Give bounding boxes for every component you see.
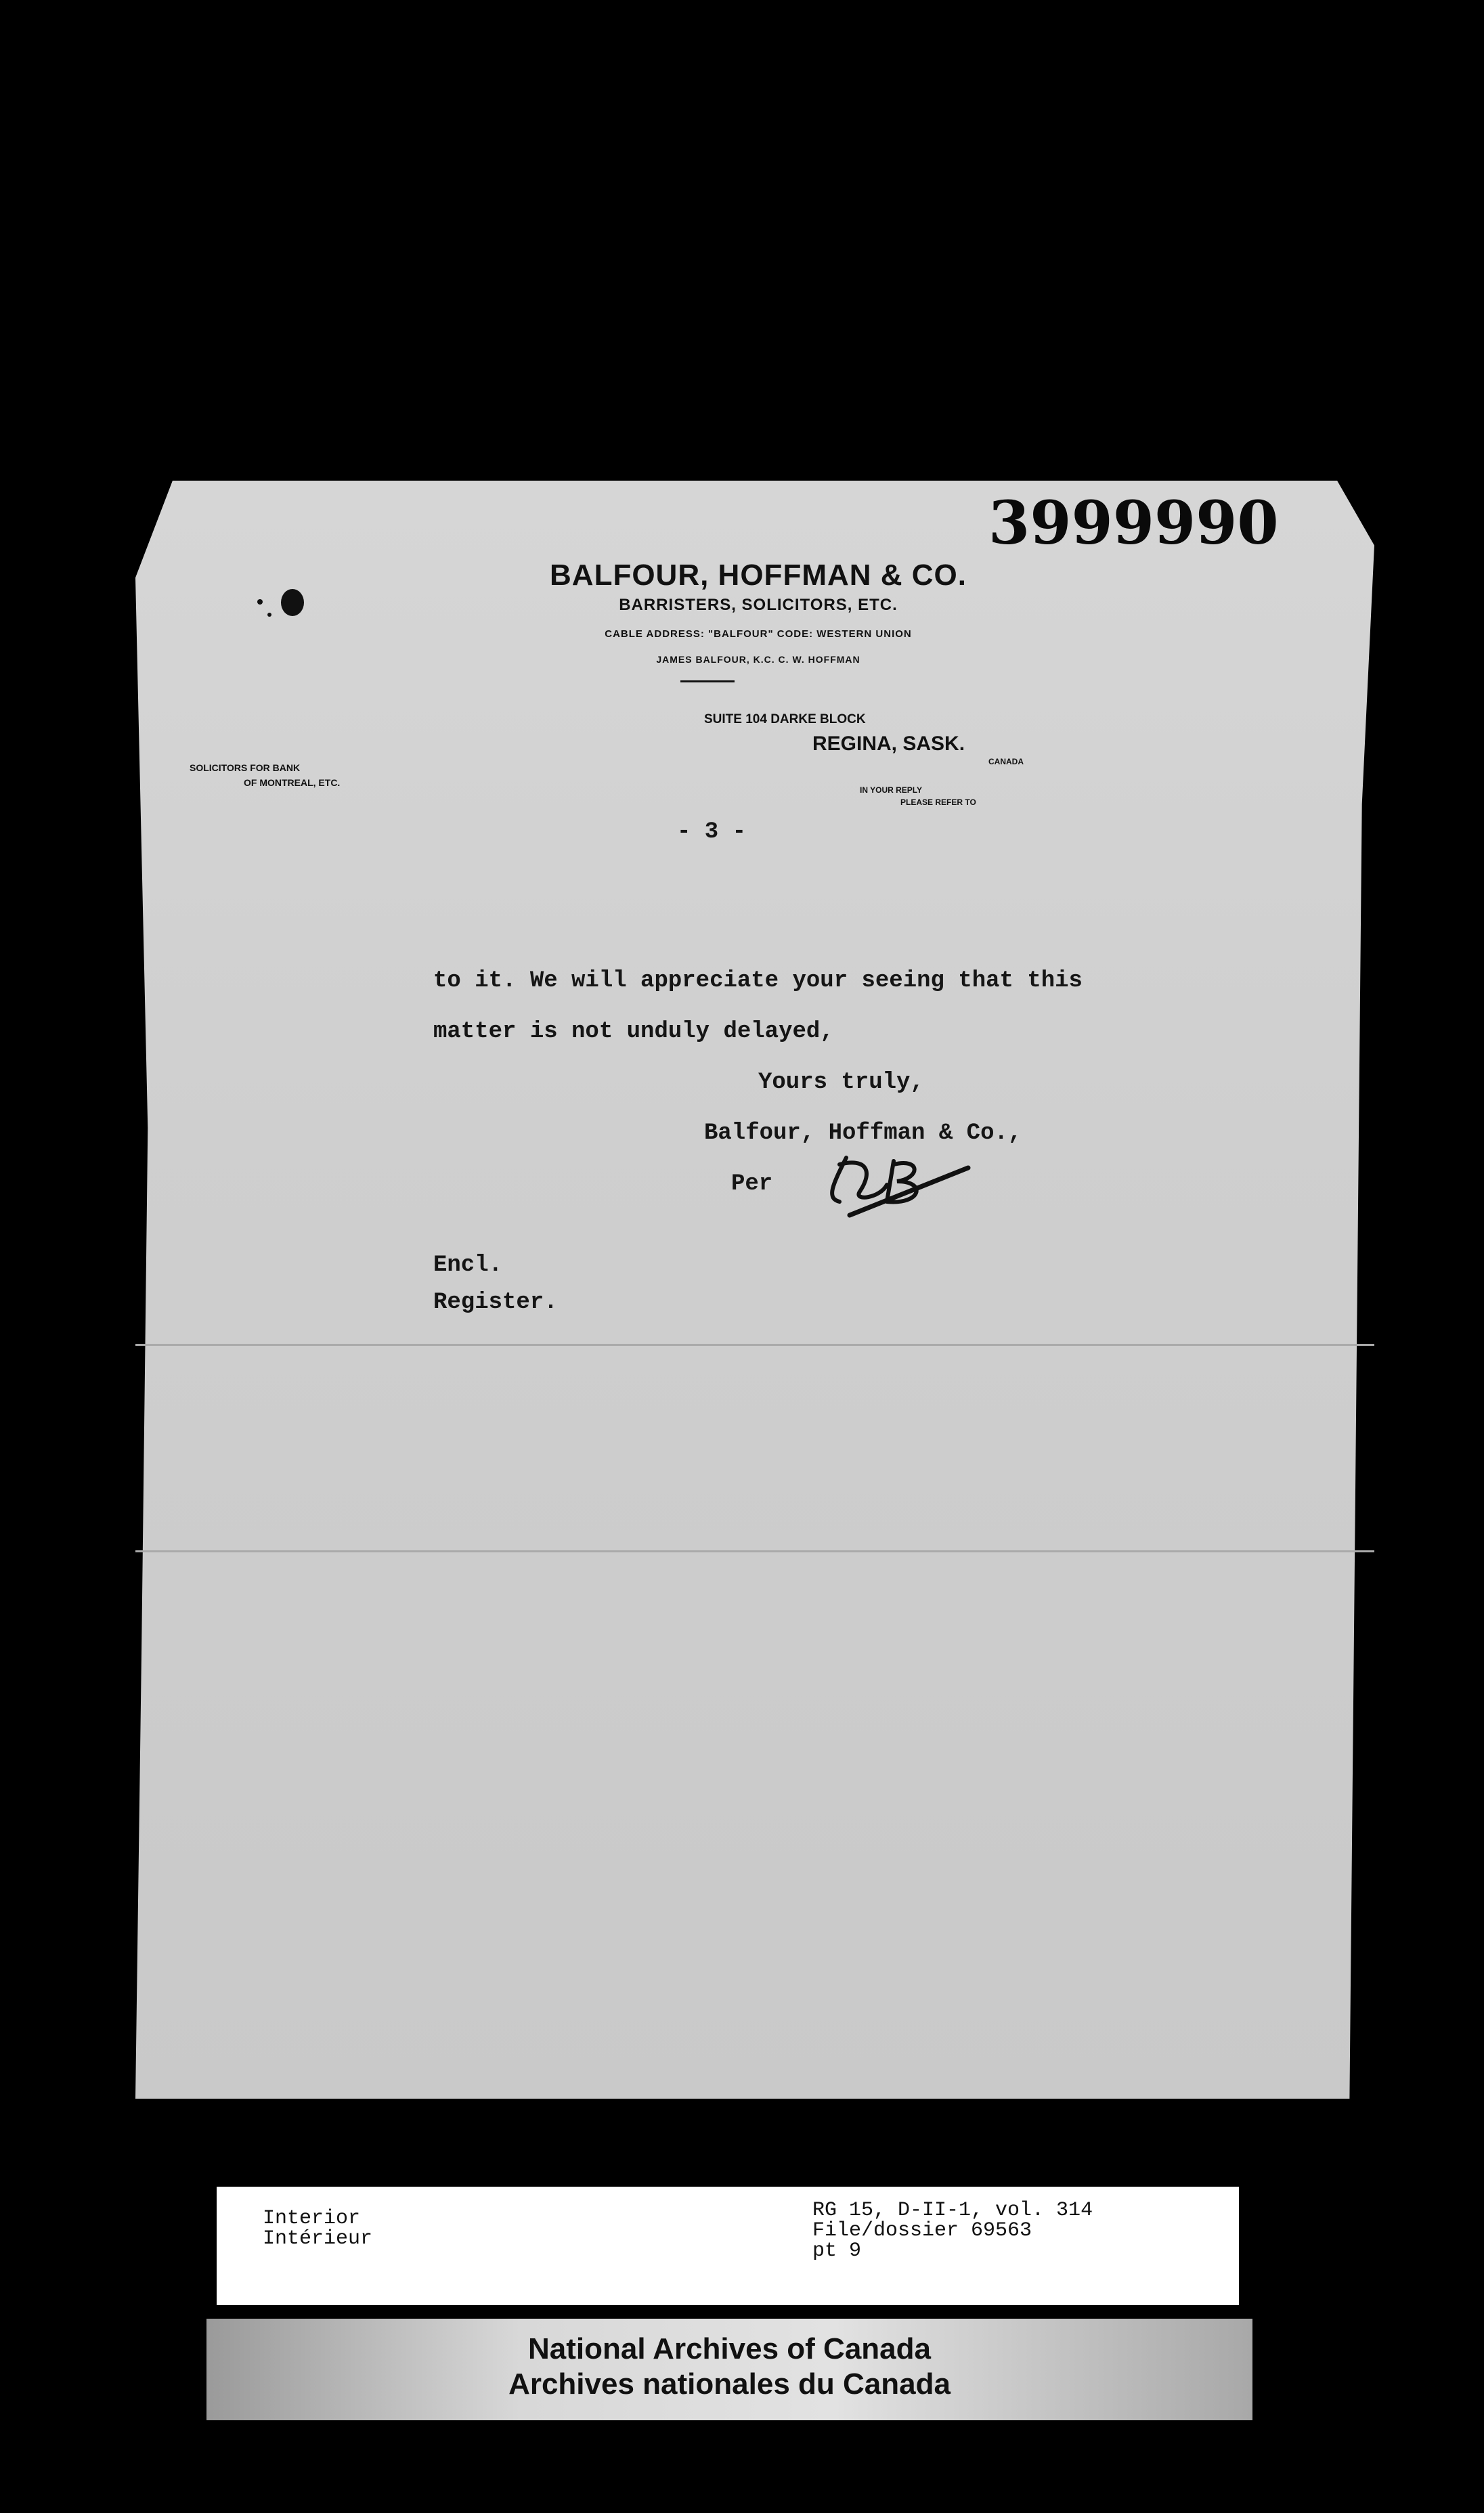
- ink-speck: [257, 599, 263, 605]
- body-line: matter is not unduly delayed,: [433, 1019, 834, 1045]
- reply-note-line2: PLEASE REFER TO: [900, 797, 976, 807]
- signature-firm: Balfour, Hoffman & Co.,: [704, 1120, 1022, 1146]
- country: CANADA: [988, 757, 1024, 766]
- handwritten-signature: [819, 1144, 975, 1219]
- ink-speck: [267, 613, 271, 617]
- page-number: - 3 -: [677, 819, 747, 845]
- solicitors-note-line2: OF MONTREAL, ETC.: [244, 777, 341, 788]
- reference-line1: RG 15, D-II-1, vol. 314: [812, 2199, 1093, 2222]
- fold-line-upper: [135, 1344, 1374, 1346]
- suite-address: SUITE 104 DARKE BLOCK: [704, 712, 866, 726]
- fold-line-lower: [135, 1550, 1374, 1552]
- archive-name-fr: Archives nationales du Canada: [508, 2367, 951, 2401]
- cable-address: CABLE ADDRESS: "BALFOUR" CODE: WESTERN UNION: [605, 628, 912, 640]
- archive-name-en: National Archives of Canada: [528, 2332, 931, 2365]
- reply-note-line1: IN YOUR REPLY: [860, 785, 923, 795]
- department-fr: Intérieur: [263, 2227, 373, 2250]
- ink-blot: [281, 589, 304, 616]
- department-en: Interior: [263, 2207, 361, 2230]
- reference-line2: File/dossier 69563: [812, 2219, 1032, 2242]
- firm-name: BALFOUR, HOFFMAN & CO.: [550, 559, 967, 592]
- firm-subtitle: BARRISTERS, SOLICITORS, ETC.: [619, 596, 898, 614]
- reference-line3: pt 9: [812, 2239, 862, 2263]
- solicitors-note-line1: SOLICITORS FOR BANK: [190, 762, 301, 773]
- archive-reference-label: [217, 2187, 1239, 2305]
- document-stamp-number: 3999990: [988, 487, 1279, 558]
- enclosure-note: Encl.: [433, 1252, 503, 1278]
- letterhead-rule: [680, 680, 735, 682]
- archive-footer: [206, 2319, 1252, 2420]
- body-line: to it. We will appreciate your seeing that this: [433, 968, 1083, 994]
- per-label: Per: [731, 1171, 773, 1197]
- city-address: REGINA, SASK.: [812, 733, 965, 755]
- closing: Yours truly,: [758, 1070, 924, 1095]
- partners-line: JAMES BALFOUR, K.C. C. W. HOFFMAN: [656, 654, 860, 665]
- register-note: Register.: [433, 1290, 558, 1315]
